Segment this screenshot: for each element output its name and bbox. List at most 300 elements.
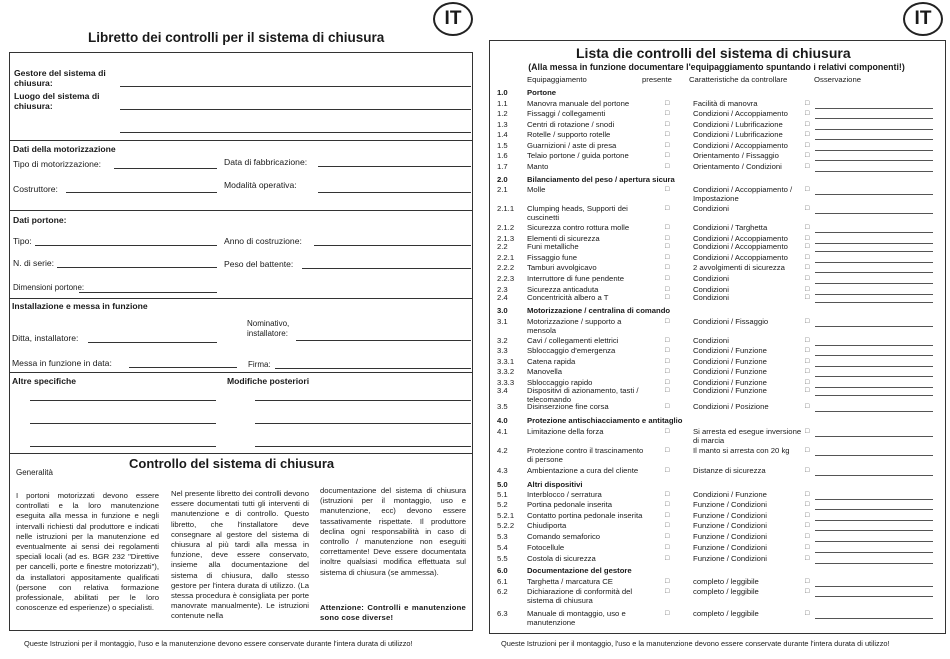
present-checkbox[interactable]: □ (665, 294, 670, 301)
row-item: Molle (527, 185, 546, 194)
row-item: Limitazione della forza (527, 427, 604, 436)
row-number: 6.3 (497, 609, 508, 618)
row-item: Telaio portone / guida portone (527, 151, 629, 160)
checked-checkbox[interactable]: □ (805, 254, 810, 261)
commissioning-date-label: Messa in funzione in data: (12, 358, 112, 368)
observation-line[interactable] (815, 541, 933, 542)
commissioning-date-field[interactable] (129, 367, 237, 368)
row-item: Targhetta / marcatura CE (527, 577, 613, 586)
motor-type-field[interactable] (114, 168, 217, 169)
observation-line[interactable] (815, 387, 933, 388)
row-number: 2.1.3 (497, 234, 515, 243)
row-number: 2.4 (497, 293, 508, 302)
manufacture-date-field[interactable] (318, 166, 471, 167)
observation-line[interactable] (815, 366, 933, 367)
row-item: Concentricità albero a T (527, 293, 609, 302)
checked-checkbox[interactable]: □ (805, 428, 810, 435)
row-characteristic: Funzione / Condizioni (693, 532, 767, 541)
present-checkbox[interactable]: □ (665, 243, 670, 250)
row-number: 2.0 (497, 175, 508, 184)
present-checkbox[interactable]: □ (665, 403, 670, 410)
checked-checkbox[interactable]: □ (805, 379, 810, 386)
present-checkbox[interactable]: □ (665, 501, 670, 508)
checked-checkbox[interactable]: □ (805, 588, 810, 595)
row-characteristic: Condizioni / Fissaggio (693, 317, 769, 326)
observation-line[interactable] (815, 376, 933, 377)
divider (9, 372, 472, 373)
row-characteristic: Condizioni / Funzione (693, 378, 767, 387)
row-characteristic: Condizioni / Posizione (693, 402, 769, 411)
row-number: 2.1.1 (497, 204, 515, 213)
observation-line[interactable] (815, 171, 933, 172)
present-checkbox[interactable]: □ (665, 347, 670, 354)
row-item: Sicurezza anticaduta (527, 285, 599, 294)
row-item: Interruttore di fune pendente (527, 274, 625, 283)
row-characteristic: Condizioni / Lubrificazione (693, 130, 783, 139)
checked-checkbox[interactable]: □ (805, 447, 810, 454)
present-checkbox[interactable]: □ (665, 387, 670, 394)
row-item: Ambientazione a cura del cliente (527, 466, 639, 475)
row-number: 5.3 (497, 532, 508, 541)
row-item: Tamburi avvolgicavo (527, 263, 597, 272)
row-number: 1.2 (497, 109, 508, 118)
operating-mode-label: Modalità operativa: (224, 180, 297, 190)
row-characteristic: Condizioni (693, 285, 729, 294)
checked-checkbox[interactable]: □ (805, 264, 810, 271)
row-item: Funi metalliche (527, 242, 579, 251)
observation-line[interactable] (815, 520, 933, 521)
checked-checkbox[interactable]: □ (805, 544, 810, 551)
installer-name-field[interactable] (296, 340, 471, 341)
text-column-1: I portoni motorizzati devono essere controllati e la loro manutenzione eseguita alla messa in funzione e negli intervalli richiesti dal produttore e indicati nelle istruzioni per la manutenzione ed eventualmente ai sensi dei regolamenti speciali locali (ad es. BGR 232 "Direttive per cancelli, porte e finestre motorizzati"), da installatori appositamente qualificati (persone con relativa formazione professionale, abilitati per le loro conoscenze ed esperienze) o specialisti. (16, 491, 159, 613)
row-characteristic: Facilità di manovra (693, 99, 758, 108)
checked-checkbox[interactable]: □ (805, 512, 810, 519)
checked-checkbox[interactable]: □ (805, 235, 810, 242)
row-characteristic: Funzione / Condizioni (693, 511, 767, 520)
checked-checkbox[interactable]: □ (805, 100, 810, 107)
observation-line[interactable] (815, 530, 933, 531)
present-checkbox[interactable]: □ (665, 186, 670, 193)
row-number: 2.1 (497, 185, 508, 194)
observation-line[interactable] (815, 139, 933, 140)
row-item: Manto (527, 162, 549, 171)
other-specs-line[interactable] (30, 423, 216, 424)
dimensions-label: Dimensioni portone: (13, 283, 85, 292)
row-number: 3.3 (497, 346, 508, 355)
observation-line[interactable] (815, 243, 933, 244)
signature-label: Firma: (248, 360, 271, 369)
row-characteristic: Funzione / Condizioni (693, 543, 767, 552)
row-characteristic: Funzione / Condizioni (693, 521, 767, 530)
row-characteristic: Condizioni (693, 204, 729, 213)
checked-checkbox[interactable]: □ (805, 121, 810, 128)
row-characteristic: Condizioni / Accoppiamento (693, 109, 788, 118)
present-checkbox[interactable]: □ (665, 467, 670, 474)
present-checkbox[interactable]: □ (665, 544, 670, 551)
row-number: 4.3 (497, 466, 508, 475)
present-checkbox[interactable]: □ (665, 275, 670, 282)
present-checkbox[interactable]: □ (665, 100, 670, 107)
gestore-field[interactable] (120, 86, 471, 87)
row-item: Fotocellule (527, 543, 565, 552)
observation-line[interactable] (815, 326, 933, 327)
row-item: Elementi di sicurezza (527, 234, 600, 243)
row-characteristic: Condizioni / Accoppiamento (693, 141, 788, 150)
row-item: Disinserzione fine corsa (527, 402, 609, 411)
observation-line[interactable] (815, 345, 933, 346)
row-number: 1.4 (497, 130, 508, 139)
present-checkbox[interactable]: □ (665, 533, 670, 540)
row-characteristic: Condizioni / Funzione (693, 367, 767, 376)
serial-field[interactable] (57, 267, 217, 268)
checked-checkbox[interactable]: □ (805, 294, 810, 301)
checklist-subtitle: (Alla messa in funzione documentare l'equipaggiamento spuntando i relativi componenti!) (528, 62, 905, 72)
observation-line[interactable] (815, 499, 933, 500)
row-number: 3.1 (497, 317, 508, 326)
checked-checkbox[interactable]: □ (805, 555, 810, 562)
row-number: 3.3.2 (497, 367, 515, 376)
row-characteristic: Condizioni / Accoppiamento (693, 242, 788, 251)
checked-checkbox[interactable]: □ (805, 403, 810, 410)
company-label: Ditta, installatore: (12, 333, 79, 343)
observation-line[interactable] (815, 294, 933, 295)
warning-note: Attenzione: Controlli e manutenzione sono cose diverse! (320, 603, 466, 623)
row-item: Portina pedonale inserita (527, 500, 613, 509)
installer-name-label: Nominativo, installatore: (247, 319, 290, 338)
operating-mode-field[interactable] (318, 192, 471, 193)
row-characteristic: Condizioni / Targhetta (693, 223, 768, 232)
row-item: Centri di rotazione / snodi (527, 120, 615, 129)
present-checkbox[interactable]: □ (665, 205, 670, 212)
other-specs-line[interactable] (30, 446, 216, 447)
row-number: 3.4 (497, 386, 508, 395)
row-item: Bilanciamento del peso / apertura sicura (527, 175, 675, 184)
row-item: Fissaggi / collegamenti (527, 109, 606, 118)
row-number: 2.2.2 (497, 263, 515, 272)
row-number: 5.1 (497, 490, 508, 499)
row-number: 3.3.3 (497, 378, 515, 387)
row-number: 5.2 (497, 500, 508, 509)
luogo-label: Luogo del sistema di chiusura: (14, 91, 100, 111)
language-badge-right: IT (903, 2, 943, 36)
observation-line[interactable] (815, 618, 933, 619)
checked-checkbox[interactable]: □ (805, 318, 810, 325)
col-header-characteristics: Caratteristiche da controllare (689, 75, 788, 84)
observation-line[interactable] (815, 475, 933, 476)
row-item: Portone (527, 88, 557, 97)
observation-line[interactable] (815, 411, 933, 412)
present-checkbox[interactable]: □ (665, 264, 670, 271)
row-number: 6.0 (497, 566, 508, 575)
row-number: 3.3.1 (497, 357, 515, 366)
row-item: Altri dispositivi (527, 480, 583, 489)
checked-checkbox[interactable]: □ (805, 491, 810, 498)
row-characteristic: Condizioni / Accoppiamento (693, 253, 788, 262)
observation-line[interactable] (815, 436, 933, 437)
checked-checkbox[interactable]: □ (805, 286, 810, 293)
row-characteristic: Condizioni / Funzione (693, 490, 767, 499)
present-checkbox[interactable]: □ (665, 152, 670, 159)
checked-checkbox[interactable]: □ (805, 522, 810, 529)
row-number: 4.0 (497, 416, 508, 425)
row-number: 2.2.3 (497, 274, 515, 283)
row-number: 1.7 (497, 162, 508, 171)
checked-checkbox[interactable]: □ (805, 610, 810, 617)
row-item: Clumping heads, Supporti dei cuscinetti (527, 204, 628, 222)
row-number: 5.5 (497, 554, 508, 563)
row-item: Contatto portina pedonale inserita (527, 511, 643, 520)
row-number: 1.3 (497, 120, 508, 129)
observation-line[interactable] (815, 509, 933, 510)
present-checkbox[interactable]: □ (665, 512, 670, 519)
present-checkbox[interactable]: □ (665, 163, 670, 170)
row-characteristic: completo / leggibile (693, 609, 759, 618)
company-field[interactable] (88, 342, 217, 343)
checked-checkbox[interactable]: □ (805, 275, 810, 282)
checked-checkbox[interactable]: □ (805, 142, 810, 149)
present-checkbox[interactable]: □ (665, 318, 670, 325)
present-checkbox[interactable]: □ (665, 110, 670, 117)
observation-line[interactable] (815, 251, 933, 252)
row-item: Motorizzazione / supporto a mensola (527, 317, 622, 335)
observation-line[interactable] (815, 194, 933, 195)
present-checkbox[interactable]: □ (665, 447, 670, 454)
present-checkbox[interactable]: □ (665, 379, 670, 386)
luogo-field[interactable] (120, 109, 471, 110)
motor-heading: Dati della motorizzazione (13, 144, 116, 154)
row-number: 4.1 (497, 427, 508, 436)
observation-line[interactable] (815, 586, 933, 587)
row-item: Protezione antischiacciamento e antitaglio (527, 416, 683, 425)
row-characteristic: Orientamento / Fissaggio (693, 151, 779, 160)
observation-line[interactable] (815, 552, 933, 553)
checked-checkbox[interactable]: □ (805, 578, 810, 585)
serial-label: N. di serie: (13, 258, 55, 268)
row-number: 3.5 (497, 402, 508, 411)
row-number: 4.2 (497, 446, 508, 455)
row-number: 2.3 (497, 285, 508, 294)
present-checkbox[interactable]: □ (665, 588, 670, 595)
present-checkbox[interactable]: □ (665, 578, 670, 585)
present-checkbox[interactable]: □ (665, 235, 670, 242)
observation-line[interactable] (815, 118, 933, 119)
door-heading: Dati portone: (13, 215, 67, 225)
row-characteristic: Funzione / Condizioni (693, 500, 767, 509)
present-checkbox[interactable]: □ (665, 428, 670, 435)
present-checkbox[interactable]: □ (665, 491, 670, 498)
row-characteristic: Condizioni / Funzione (693, 386, 767, 395)
later-changes-line[interactable] (255, 423, 471, 424)
row-characteristic: Condizioni / Accoppiamento / Impostazione (693, 185, 793, 203)
observation-line[interactable] (815, 108, 933, 109)
present-checkbox[interactable]: □ (665, 224, 670, 231)
motor-type-label: Tipo di motorizzazione: (13, 159, 102, 169)
row-item: Manuale di montaggio, uso e manutenzione (527, 609, 626, 627)
generalita-heading: Generalità (16, 468, 53, 477)
row-characteristic: Condizioni (693, 274, 729, 283)
door-type-label: Tipo: (13, 236, 32, 246)
manufacture-date-label: Data di fabbricazione: (224, 157, 308, 167)
present-checkbox[interactable]: □ (665, 522, 670, 529)
row-characteristic: completo / leggibile (693, 577, 759, 586)
text-column-2: Nel presente libretto dei controlli devono essere documentati tutti gli interventi di manutenzione e di controllo. Questo libretto, che l'installatore deve consegnare al gestore del sistema di chiusura al più tardi alla messa in funzione, deve essere conservato, insieme alla documentazione del sistema di chiusura, dallo stesso gestore per l'intera durata di utilizzo. (La stessa procedura è consigliata per porte manovrate manualmente). Le istruzioni contenute nella (171, 489, 309, 621)
row-characteristic: Condizioni (693, 293, 729, 302)
row-number: 3.2 (497, 336, 508, 345)
row-characteristic: Condizioni / Funzione (693, 357, 767, 366)
present-checkbox[interactable]: □ (665, 368, 670, 375)
other-specs-heading: Altre specifiche (12, 376, 76, 386)
row-item: Sbloccaggio d'emergenza (527, 346, 616, 355)
checked-checkbox[interactable]: □ (805, 152, 810, 159)
row-item: Protezione contro il trascinamento di persone (527, 446, 644, 464)
row-item: Manovra manuale del portone (527, 99, 630, 108)
row-number: 1.0 (497, 88, 508, 97)
checked-checkbox[interactable]: □ (805, 501, 810, 508)
observation-line[interactable] (815, 272, 933, 273)
checked-checkbox[interactable]: □ (805, 163, 810, 170)
later-changes-heading: Modifiche posteriori (227, 376, 310, 386)
language-badge-left: IT (433, 2, 473, 36)
col-header-observation: Osservazione (814, 75, 861, 84)
leaf-weight-label: Peso del battente: (224, 259, 294, 269)
row-item: Cavi / collegamenti elettrici (527, 336, 619, 345)
divider (9, 210, 472, 211)
other-specs-line[interactable] (30, 400, 216, 401)
present-checkbox[interactable]: □ (665, 337, 670, 344)
present-checkbox[interactable]: □ (665, 555, 670, 562)
checked-checkbox[interactable]: □ (805, 358, 810, 365)
later-changes-line[interactable] (255, 446, 471, 447)
present-checkbox[interactable]: □ (665, 254, 670, 261)
row-number: 1.5 (497, 141, 508, 150)
row-item: Fissaggio fune (527, 253, 577, 262)
present-checkbox[interactable]: □ (665, 121, 670, 128)
row-number: 2.2.1 (497, 253, 515, 262)
row-number: 2.1.2 (497, 223, 515, 232)
row-characteristic: Distanze di sicurezza (693, 466, 766, 475)
row-item: Comando semaforico (527, 532, 601, 541)
checked-checkbox[interactable]: □ (805, 533, 810, 540)
checked-checkbox[interactable]: □ (805, 224, 810, 231)
row-number: 5.4 (497, 543, 508, 552)
divider (9, 140, 472, 141)
row-characteristic: completo / leggibile (693, 587, 759, 596)
row-characteristic: Condizioni / Accoppiamento (693, 234, 788, 243)
present-checkbox[interactable]: □ (665, 131, 670, 138)
present-checkbox[interactable]: □ (665, 610, 670, 617)
row-item: Rotelle / supporto rotelle (527, 130, 611, 139)
control-title: Controllo del sistema di chiusura (129, 456, 335, 471)
observation-line[interactable] (815, 129, 933, 130)
present-checkbox[interactable]: □ (665, 358, 670, 365)
present-checkbox[interactable]: □ (665, 142, 670, 149)
row-characteristic: Condizioni / Funzione (693, 346, 767, 355)
checked-checkbox[interactable]: □ (805, 110, 810, 117)
row-number: 6.2 (497, 587, 508, 596)
row-characteristic: Condizioni (693, 336, 729, 345)
checked-checkbox[interactable]: □ (805, 337, 810, 344)
builder-field[interactable] (66, 192, 217, 193)
dimensions-field[interactable] (79, 292, 217, 293)
checked-checkbox[interactable]: □ (805, 243, 810, 250)
observation-line[interactable] (815, 563, 933, 564)
row-number: 1.6 (497, 151, 508, 160)
row-item: Documentazione del gestore (527, 566, 632, 575)
row-item: Costola di sicurezza (527, 554, 596, 563)
build-year-label: Anno di costruzione: (224, 236, 302, 246)
observation-line[interactable] (815, 596, 933, 597)
install-heading: Installazione e messa in funzione (12, 301, 148, 311)
row-number: 5.0 (497, 480, 508, 489)
row-number: 1.1 (497, 99, 508, 108)
footer-left: Queste Istruzioni per il montaggio, l'uso e la manutenzione devono essere conservate durante l'intera durata di utilizzo! (24, 639, 413, 648)
row-item: Sbloccaggio rapido (527, 378, 593, 387)
page-title-right: Lista die controlli del sistema di chiusura (576, 45, 851, 61)
observation-line[interactable] (815, 395, 933, 396)
door-type-field[interactable] (35, 245, 217, 246)
footer-right: Queste Istruzioni per il montaggio, l'uso e la manutenzione devono essere conservate durante l'intera durata di utilizzo! (501, 639, 890, 648)
row-characteristic: Si arresta ed esegue inversione di marcia (693, 427, 802, 445)
observation-line[interactable] (815, 160, 933, 161)
row-item: Catena rapida (527, 357, 576, 366)
checked-checkbox[interactable]: □ (805, 131, 810, 138)
row-item: Dichiarazione di conformità del sistema di chiusura (527, 587, 633, 605)
present-checkbox[interactable]: □ (665, 286, 670, 293)
observation-line[interactable] (815, 455, 933, 456)
checked-checkbox[interactable]: □ (805, 387, 810, 394)
row-characteristic: Il manto si arresta con 20 kg (693, 446, 790, 455)
observation-line[interactable] (815, 150, 933, 151)
col-header-equipment: Equipaggiamento (527, 75, 587, 84)
observation-line[interactable] (815, 232, 933, 233)
checked-checkbox[interactable]: □ (805, 347, 810, 354)
checked-checkbox[interactable]: □ (805, 205, 810, 212)
col-header-present: presente (642, 75, 672, 84)
later-changes-line[interactable] (255, 400, 471, 401)
row-item: Chiudiporta (527, 521, 567, 530)
signature-field[interactable] (275, 368, 471, 369)
row-item: Dispositivi di azionamento, tasti / telecomando (527, 386, 639, 404)
row-characteristic: Funzione / Condizioni (693, 554, 767, 563)
build-year-field[interactable] (314, 245, 471, 246)
row-item: Guarnizioni / aste di presa (527, 141, 617, 150)
row-item: Sicurezza contro rottura molle (527, 223, 630, 232)
text-column-3: documentazione del sistema di chiusura (istruzioni per il montaggio, uso e manutenzione, ecc) devono essere tassativamente rispettate. Il produttore declina ogni responsabilità in caso di controllo / manutenzione non eseguiti correttamente! Deve essere documentata inoltre qualsiasi modifica effettuata sul sistema di chiusura (se ammessa). (320, 486, 466, 577)
gestore-label: Gestore del sistema di chiusura: (14, 68, 106, 88)
builder-label: Costruttore: (13, 184, 58, 194)
observation-line[interactable] (815, 283, 933, 284)
luogo-field-2[interactable] (120, 132, 471, 133)
row-number: 6.1 (497, 577, 508, 586)
row-number: 3.0 (497, 306, 508, 315)
divider (9, 298, 472, 299)
observation-line[interactable] (815, 302, 933, 303)
page-title-left: Libretto dei controlli per il sistema di chiusura (88, 30, 385, 45)
row-number: 2.2 (497, 242, 508, 251)
row-item: Interblocco / serratura (527, 490, 602, 499)
row-characteristic: 2 avvolgimenti di sicurezza (693, 263, 785, 272)
checked-checkbox[interactable]: □ (805, 467, 810, 474)
observation-line[interactable] (815, 213, 933, 214)
observation-line[interactable] (815, 262, 933, 263)
row-characteristic: Orientamento / Condizioni (693, 162, 782, 171)
row-number: 5.2.1 (497, 511, 515, 520)
observation-line[interactable] (815, 355, 933, 356)
checked-checkbox[interactable]: □ (805, 368, 810, 375)
checked-checkbox[interactable]: □ (805, 186, 810, 193)
form-box (9, 52, 473, 454)
leaf-weight-field[interactable] (302, 268, 471, 269)
